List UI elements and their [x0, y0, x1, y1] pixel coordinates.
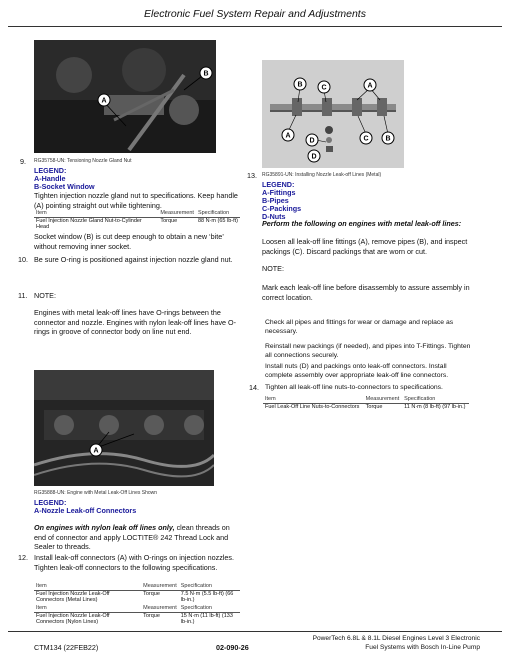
- photo-2-caption: RG35888-UN: Engine with Metal Leak-Off Lines Shown: [34, 490, 158, 496]
- step-13-note: Mark each leak-off line before disassembly to assure assembly in correct location.: [262, 283, 470, 302]
- spec-header-specification: Specification: [196, 210, 240, 217]
- photo-1-caption: RG35758-UN: Tensioning Nozzle Gland Nut: [34, 158, 132, 164]
- photo-engine-illustration: [34, 370, 214, 486]
- legend-title: LEGEND:: [262, 180, 295, 189]
- install-nuts-text: Install nuts (D) and packings onto leak-off connectors. Install complete assembly over appropriate leak-off line connectors.: [265, 363, 449, 379]
- nylon-lines-text: clean threads on end of connector and apply LOCTITE® 242 Thread Lock and Sealer to threads.: [34, 523, 230, 552]
- callout-a-text: A: [285, 132, 291, 140]
- page-header-title: Electronic Fuel System Repair and Adjustments: [144, 8, 366, 20]
- step-11-number: 11.: [18, 291, 28, 300]
- spec-cell: Fuel Injection Nozzle Leak-Off Connectors (Nylon Lines): [36, 612, 110, 626]
- spec-cell: 11 N·m (8 lb-ft) (97 lb-in.): [404, 403, 466, 410]
- legend-item: A-Fittings: [262, 188, 296, 197]
- step-11-note: Engines with metal leak-off lines have O-rings between the connector and nozzle. Engines with nylon leak-off lines have O-rings in groove of connector body on line nut end.: [34, 308, 237, 337]
- spec-cell: Fuel Injection Nozzle Gland Nut-to-Cylinder Head: [36, 217, 142, 231]
- spec-header-measurement: Measurement: [143, 605, 177, 611]
- callout-a-text: A: [367, 82, 373, 90]
- spec-cell: 88 N·m (65 lb-ft): [197, 217, 238, 224]
- footer-manual-title-line1: PowerTech 6.8L & 8.1L Diesel Engines Level 3 Electronic: [312, 635, 480, 642]
- photo-gland-nut-tensioning: [34, 40, 216, 153]
- step-13-text: Loosen all leak-off line fittings (A), remove pipes (B), and inspect packings (C). Discard packings that are worn or cut.: [262, 237, 468, 256]
- footer-divider: [8, 631, 502, 632]
- footer-doc-id: CTM134 (22FEB22): [34, 643, 99, 652]
- callout-b-text: B: [385, 135, 391, 143]
- legend-item: A-Nozzle Leak-off Connectors: [34, 506, 137, 515]
- spec-header-specification: Specification: [179, 583, 240, 590]
- spec-header-specification: Specification: [179, 605, 240, 612]
- step-9-number: 9.: [20, 157, 26, 166]
- spec-table-step14: [263, 396, 469, 410]
- callout-b-text: B: [203, 70, 209, 78]
- spec-cell: 15 N·m (11 lb-ft) (133 lb-in.): [180, 612, 233, 626]
- spec-header-item: Item: [34, 605, 141, 612]
- spec-cell: Torque: [143, 612, 160, 619]
- nylon-lines-instruction: [34, 523, 240, 552]
- legend-item: B-Pipes: [262, 196, 289, 205]
- photo-3-caption: RG35891-UN: Installing Nozzle Leak-off Lines (Metal): [262, 172, 382, 178]
- check-pipes-text: Check all pipes and fittings for wear or damage and replace as necessary.: [265, 319, 454, 335]
- step-12-text: Install leak-off connectors (A) with O-rings on injection nozzles. Tighten leak-off connectors to the following specifications.: [34, 553, 235, 572]
- spec-cell: Torque: [160, 217, 178, 224]
- spec-header-specification: Specification: [402, 396, 469, 403]
- legend-title: LEGEND:: [34, 166, 67, 175]
- step-14-text: Tighten all leak-off line nuts-to-connectors to specifications.: [265, 384, 443, 391]
- metal-lines-heading: Perform the following on engines with metal leak-off lines:: [262, 219, 462, 228]
- spec-table-step9: [34, 210, 240, 231]
- spec-header-measurement: Measurement: [364, 396, 403, 403]
- legend-item: A-Handle: [34, 174, 66, 183]
- spec-cell: Fuel Injection Nozzle Leak-Off Connectors (Metal Lines): [36, 590, 110, 604]
- callout-c-text: C: [363, 135, 369, 143]
- step-12-number: 12.: [18, 553, 28, 562]
- spec-cell: 7.5 N·m (5.5 lb-ft) (66 lb-in.): [180, 590, 234, 604]
- note-label: NOTE:: [262, 264, 284, 273]
- callout-a-text: A: [93, 447, 99, 455]
- spec-table-step12-metal: [34, 583, 240, 604]
- spec-cell: Torque: [143, 590, 160, 597]
- spec-header-item: Item: [34, 210, 158, 217]
- legend-item: C-Packings: [262, 204, 302, 213]
- footer-page-number: 02-090-26: [216, 643, 249, 652]
- step-9-text: Tighten injection nozzle gland nut to specifications. Keep handle (A) pointing straight out while tightening.: [34, 191, 238, 210]
- footer-manual-title: [290, 634, 480, 652]
- photo-metal-leak-off-lines: [34, 370, 214, 486]
- spec-header-item: Item: [263, 396, 364, 403]
- spec-header-item: Item: [34, 583, 141, 590]
- callout-d-text: D: [311, 153, 317, 161]
- spec-header-measurement: Measurement: [143, 583, 177, 589]
- legend-item: D-Nuts: [262, 212, 286, 221]
- nylon-lines-bold: On engines with nylon leak off lines only,: [34, 523, 175, 532]
- reinstall-packings-text: Reinstall new packings (if needed), and pipes into T-Fittings. Tighten all connections securely.: [265, 343, 471, 359]
- note-label: NOTE:: [34, 291, 56, 300]
- step-13-number: 13.: [247, 171, 257, 180]
- callout-a-text: A: [101, 97, 107, 105]
- spec-cell: Torque: [365, 403, 383, 410]
- callout-c-text: C: [321, 84, 327, 92]
- legend-title: LEGEND:: [34, 498, 67, 507]
- spec-cell: Fuel Leak-Off Line Nuts-to-Connectors: [265, 403, 360, 410]
- callout-d-text: D: [309, 137, 315, 145]
- step-10-number: 10.: [18, 255, 28, 264]
- spec-header-measurement: Measurement: [160, 210, 194, 216]
- photo-gland-nut-illustration: [34, 40, 216, 153]
- photo-leak-off-lines-metal: [262, 60, 404, 168]
- callout-b-text: B: [297, 81, 303, 89]
- step-9-note: Socket window (B) is cut deep enough to obtain a new ‘bite’ without removing inner socket.: [34, 232, 224, 251]
- footer-manual-title-line2: Fuel Systems with Bosch In-Line Pump: [365, 644, 480, 651]
- header-divider: [8, 26, 502, 27]
- spec-table-step12-nylon: [34, 605, 240, 626]
- step-14-number: 14.: [249, 383, 259, 392]
- photo-leak-off-lines-illustration: [262, 60, 404, 168]
- legend-item: B-Socket Window: [34, 182, 95, 191]
- step-10-text: Be sure O-ring is positioned against injection nozzle gland nut.: [34, 255, 233, 264]
